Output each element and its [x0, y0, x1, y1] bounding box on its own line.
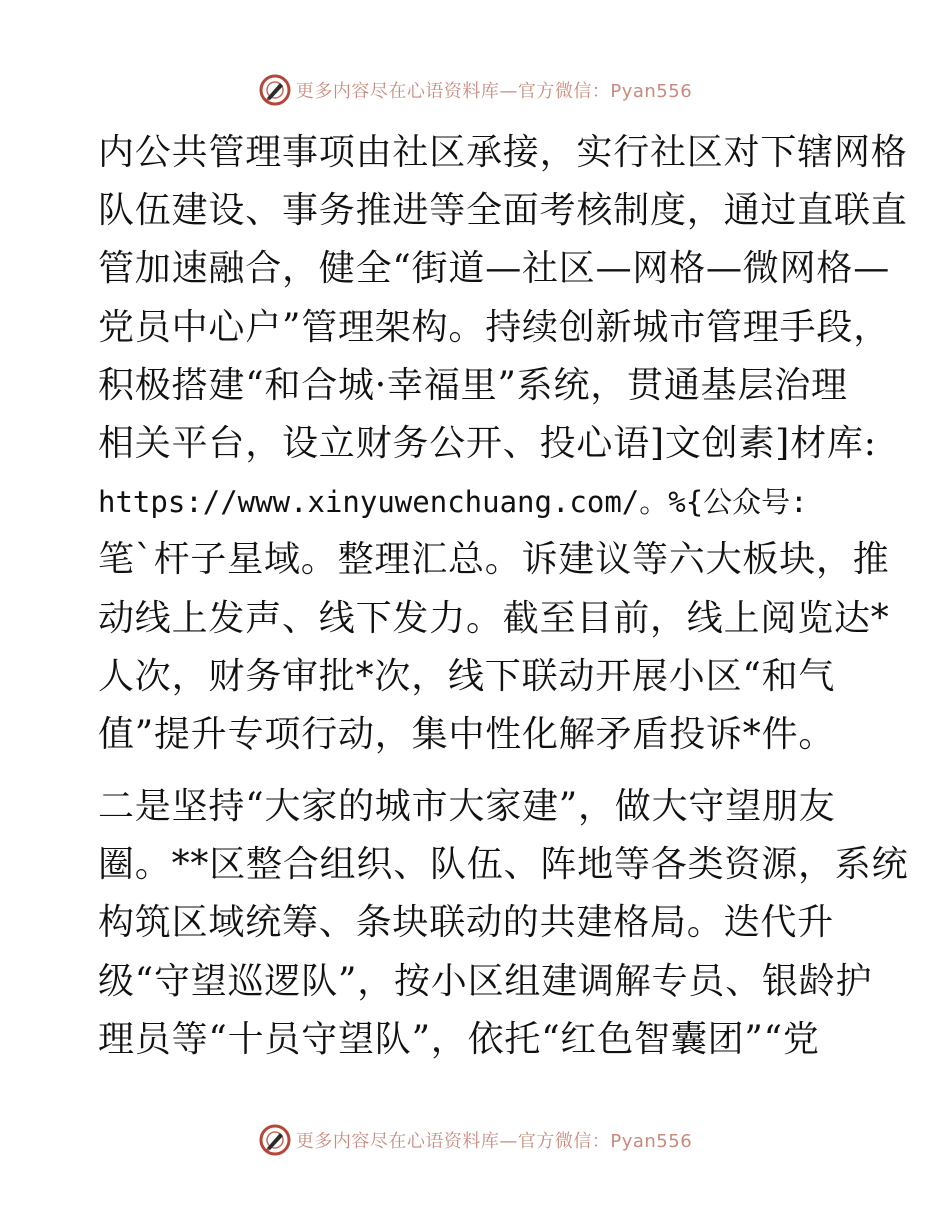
text-line: 动线上发声、线下发力。截至目前，线上阅览达*	[98, 597, 890, 639]
paragraph-2	[98, 778, 909, 1069]
header-watermark-banner	[0, 72, 950, 108]
text-line: 二是坚持“大家的城市大家建”，做大守望朋友	[98, 786, 836, 828]
paragraph-1	[98, 124, 908, 764]
text-line: 人次，财务审批*次，线下联动开展小区“和气	[98, 655, 836, 697]
text-line: 积极搭建“和合城·幸福里”系统，贯通基层治理	[98, 364, 848, 406]
text-line: 党员中心户”管理架构。持续创新城市管理手段，	[98, 306, 891, 348]
text-line: 相关平台，设立财务公开、投心语]文创素]材库:	[98, 422, 877, 464]
text-line: 理员等“十员守望队”，依托“红色智囊团”“党	[98, 1018, 820, 1060]
text-line-url: https://www.xinyuwenchuang.com/。%{公众号:	[98, 485, 808, 520]
text-line: 内公共管理事项由社区承接，实行社区对下辖网格	[98, 132, 908, 173]
document-body	[98, 124, 909, 1069]
footer-watermark-banner	[0, 1122, 950, 1158]
banner-text: 更多内容尽在心语资料库—官方微信：Pyan556	[295, 1131, 693, 1152]
text-line: 圈。**区整合组织、队伍、阵地等各类资源，系统	[98, 844, 909, 886]
text-line: 构筑区域统筹、条块联动的共建格局。迭代升	[98, 902, 835, 944]
text-line: 队伍建设、事务推进等全面考核制度，通过直联直	[98, 190, 908, 232]
banner-text: 更多内容尽在心语资料库—官方微信：Pyan556	[295, 81, 693, 102]
text-line: 笔`杆子星域。整理汇总。诉建议等六大板块，推	[98, 539, 890, 581]
pen-circle-logo-icon	[258, 73, 292, 107]
pen-circle-logo-icon	[258, 1123, 292, 1157]
paragraph-gap	[98, 764, 858, 778]
text-line: 级“守望巡逻队”，按小区组建调解专员、银龄护	[98, 960, 873, 1002]
text-line: 值”提升专项行动，集中性化解矛盾投诉*件。	[98, 713, 836, 755]
text-line: 管加速融合，健全“街道—社区—网格—微网格—	[98, 248, 891, 290]
